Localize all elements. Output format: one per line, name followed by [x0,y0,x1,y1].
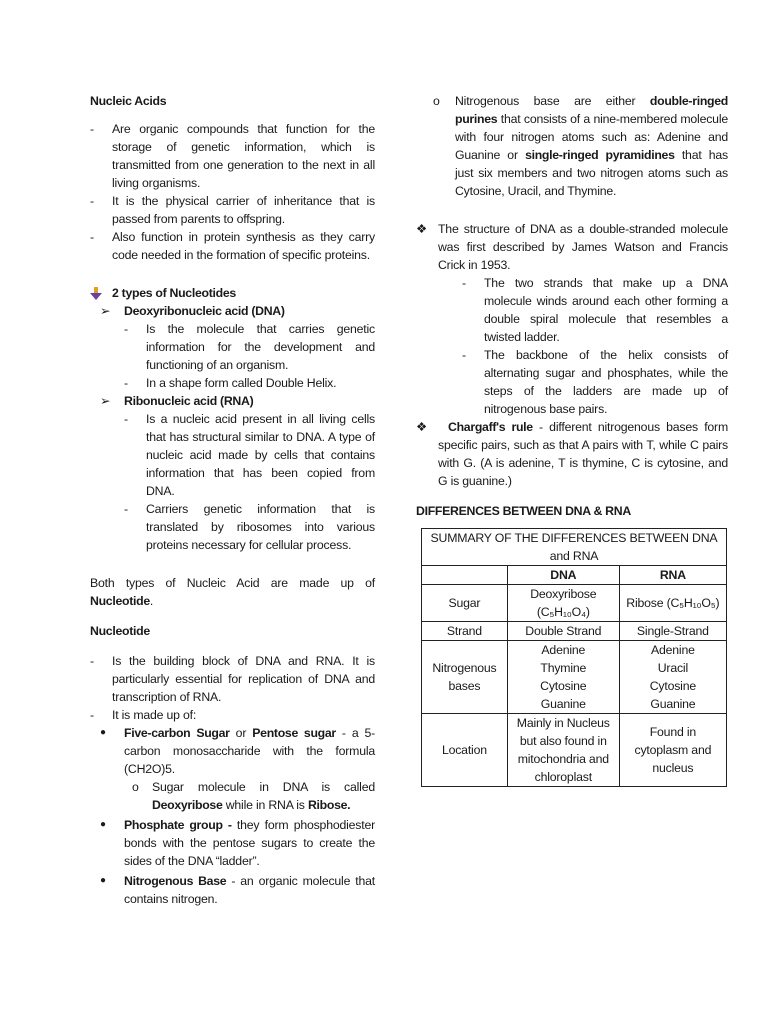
sugar-bold-1: Five-carbon Sugar [124,726,230,740]
sugar-bold-2: Pentose sugar [252,726,336,740]
nucleotide-heading: Nucleotide [90,624,150,638]
phosphate-bold: Phosphate group - [124,818,232,832]
rna-heading-text: Ribonucleic acid (RNA) [124,394,254,408]
structure-bullet-2-text: The backbone of the helix consists of alternating sugar and phosphates, while the steps of the ladders are made up of nitrogenous base pairs. [484,348,728,416]
sugar-sub-bold-1: Deoxyribose [152,798,223,812]
sugar-or: or [229,726,253,740]
table-header-row [422,566,727,585]
dash-marker: - [124,322,128,336]
dot-bullet-icon: ● [100,727,106,738]
dash-marker: - [124,412,128,426]
structure-bullet-1-text: The two strands that make up a DNA molecule winds around each other forming a double spiral molecule that resembles a twisted ladder. [484,276,728,344]
rna-bullet-1-text: Is a nucleic acid present in all living cells that has structural similar to DNA. A type of nucleic acid made by cells that contains information that has been copied from DNA. [146,412,375,498]
types-heading-text: 2 types of Nucleotides [112,286,236,300]
dash-marker: - [90,654,94,668]
table-cell-rna: Single-Strand [619,622,726,641]
dash-marker: - [462,348,466,362]
table-row-label: Strand [422,622,508,641]
base-bold: Nitrogenous Base [124,874,227,888]
phosphate-rest: they form phosphodiester bonds with the pentose sugars to create the sides of the DNA “ladder”. [124,818,375,868]
base-rest: - an organic molecule that contains nitrogen. [124,874,375,906]
table-cell-rna: Adenine Uracil Cytosine Guanine [619,641,726,714]
sugar-sub-text-1: Sugar molecule in DNA is called [152,780,375,794]
dash-marker: - [124,502,128,516]
dna-heading [90,302,375,320]
both-types-paragraph [90,574,375,610]
sugar-component [90,724,375,778]
table-header-empty [422,566,508,585]
table-row [422,714,727,787]
structure-text: The structure of DNA as a double-stranded molecule was first described by James Watson and Francis Crick in 1953. [438,222,728,272]
table-cell-rna: Ribose (C₅H₁₀O₅) [619,585,726,622]
sugar-sub-bold-2: Ribose. [307,798,351,812]
dash-marker: - [462,276,466,290]
dot-bullet-icon: ● [100,875,106,886]
base-sub-text-2: that consists of a nine-membered molecule with four nitrogen atoms such as: Adenine and Guanine or [455,112,728,162]
both-types-bold: Nucleotide [90,594,150,608]
table-row [422,641,727,714]
rna-bullet-2-text: Carriers genetic information that is translated by ribosomes into various proteins necessary for cellular process. [146,502,375,552]
structure-paragraph [416,220,728,274]
arrow-bullet-icon: ➢ [100,304,111,318]
dash-marker: - [90,194,94,208]
differences-heading: DIFFERENCES BETWEEN DNA & RNA [416,504,631,518]
rna-bullet-1 [90,410,375,500]
left-column [90,92,375,908]
diamond-bullet-icon: ❖ [416,420,427,434]
table-row [422,585,727,622]
intro-bullet-1 [90,120,375,192]
nucleotide-bullet-1-text: Is the building block of DNA and RNA. It is particularly essential for replication of DNA and transcription of RNA. [112,654,375,704]
structure-bullet-2 [416,346,728,418]
table-cell-dna: Mainly in Nucleus but also found in mitochondria and chloroplast [507,714,619,787]
table-caption: SUMMARY OF THE DIFFERENCES BETWEEN DNA and RNA [422,529,727,566]
table-header-rna: RNA [619,566,726,585]
dash-marker: - [90,122,94,136]
rna-heading [90,392,375,410]
base-component [90,872,375,908]
both-types-end: . [149,594,154,608]
sub-bullet-marker: o [433,94,440,108]
base-sub-text-3: that has just six members and two nitrogen atoms such as Cytosine, Uracil, and Thymine. [455,148,728,198]
table-row [422,622,727,641]
diamond-bullet-icon: ❖ [416,222,427,236]
sugar-rest: - a 5-carbon monosaccharide with the formula (CH2O)5. [124,726,376,776]
chargaff-paragraph [416,418,728,490]
sugar-sub-text-2: while in RNA is [222,798,308,812]
sugar-sub-bullet [90,778,375,814]
intro-bullet-1-text: Are organic compounds that function for the storage of genetic information, which is transmitted from one generation to the next in all living organisms. [112,122,375,190]
table-header-dna: DNA [507,566,619,585]
right-column [416,92,728,787]
base-sub-bold-2: single-ringed pyramidines [525,148,675,162]
base-sub-text-1: Nitrogenous base are either [455,94,650,108]
dash-marker: - [90,708,94,722]
table-cell-rna: Found in cytoplasm and nucleus [619,714,726,787]
table-row-label: Location [422,714,508,787]
nucleotide-bullet-2 [90,706,375,724]
nucleotide-bullet-1 [90,652,375,706]
table-cell-dna: Deoxyribose (C₅H₁₀O₄) [507,585,619,622]
dna-bullet-1-text: Is the molecule that carries genetic information for the development and functioning of an organism. [146,322,375,372]
dot-bullet-icon: ● [100,819,106,830]
dash-marker: - [124,376,128,390]
dna-bullet-2-text: In a shape form called Double Helix. [146,376,337,390]
arrow-bullet-icon: ➢ [100,394,111,408]
chargaff-rest: - different nitrogenous bases form specific pairs, such as that A pairs with T, while C pairs with G. (A is adenine, T is thymine, C is cytosine, and G is guanine.) [438,420,728,488]
base-sub-bold-1: double-ringed purines [455,94,728,126]
intro-bullet-2 [90,192,375,228]
dash-marker: - [90,230,94,244]
table-row-label: Sugar [422,585,508,622]
intro-bullet-2-text: It is the physical carrier of inheritance that is passed from parents to offspring. [112,194,375,226]
types-heading [90,284,375,302]
both-types-text: Both types of Nucleic Acid are made up of [90,576,375,590]
intro-bullet-3 [90,228,375,264]
table-cell-dna: Double Strand [507,622,619,641]
nucleotide-bullet-2-text: It is made up of: [112,708,197,722]
structure-bullet-1 [416,274,728,346]
phosphate-component [90,816,375,870]
table-row-label: Nitrogenous bases [422,641,508,714]
table-cell-dna: Adenine Thymine Cytosine Guanine [507,641,619,714]
differences-table [421,528,727,787]
base-sub-bullet [416,92,728,200]
section-title-nucleic-acids: Nucleic Acids [90,94,167,108]
dna-bullet-2 [90,374,375,392]
sub-bullet-marker: o [132,780,139,794]
dna-heading-text: Deoxyribonucleic acid (DNA) [124,304,285,318]
table-caption-row [422,529,727,566]
rna-bullet-2 [90,500,375,554]
intro-bullet-3-text: Also function in protein synthesis as they carry code needed in the formation of specific proteins. [112,230,375,262]
chargaff-bold: Chargaff's rule [448,420,533,434]
dna-bullet-1 [90,320,375,374]
